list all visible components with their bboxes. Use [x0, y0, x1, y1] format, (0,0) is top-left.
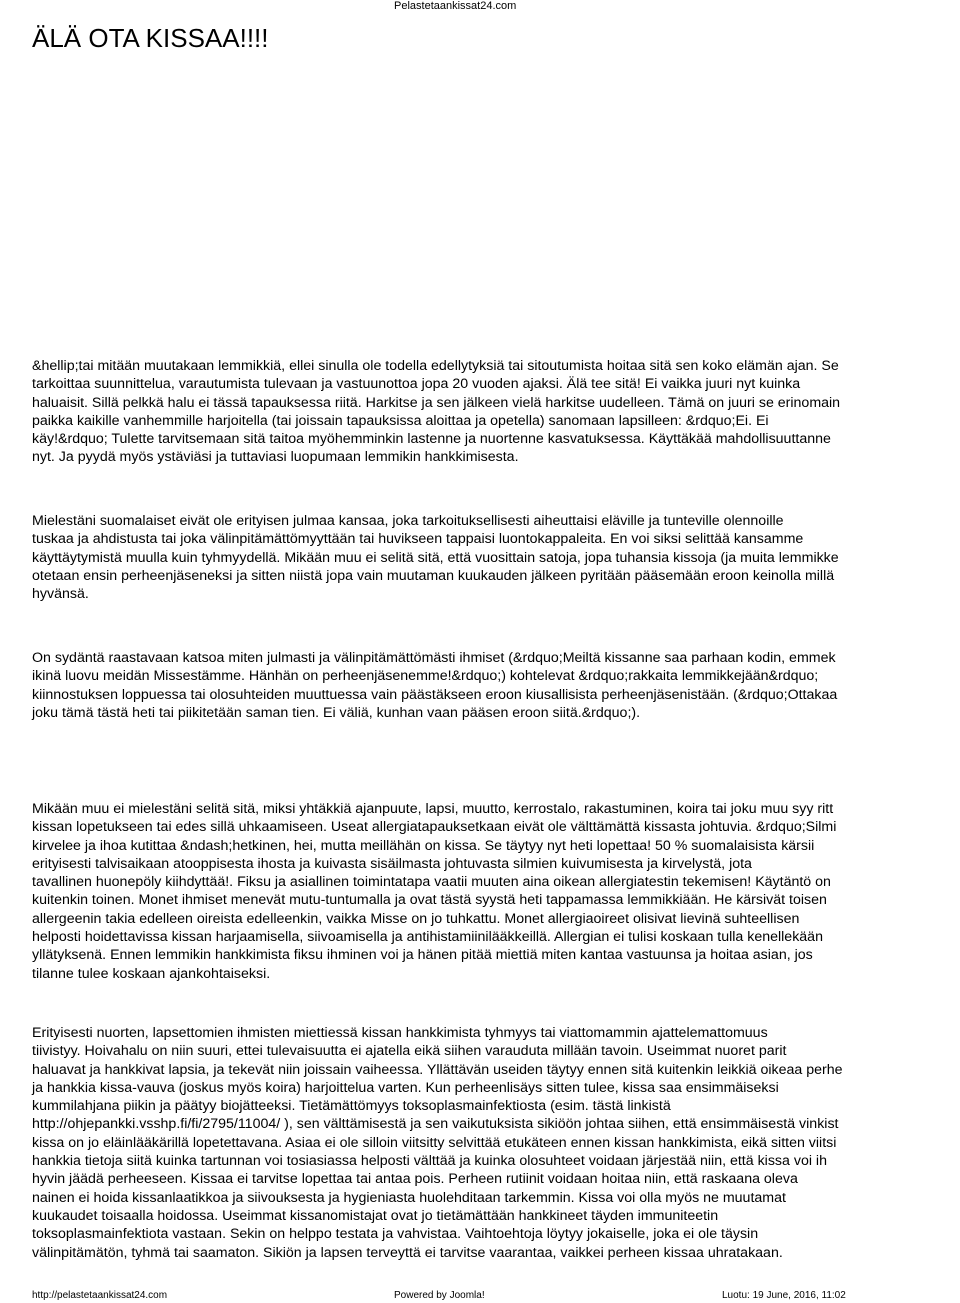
- paragraph-line: Erityisesti nuorten, lapsettomien ihmisten miettiessä kissan hankkimista tyhmyys tai viattomammin ajattelemattomuus: [32, 1025, 768, 1041]
- paragraph-line: tarkoittaa suunnittelua, varautumista tulevaan ja vastuunottoa jopa 20 vuoden ajaksi. Älä tee sitä! Ei vaikka juuri nyt kuinka: [32, 376, 801, 393]
- paragraph-line: kissan lopetukseen tai edes sillä uhkaamiseen. Useat allergiatapauksetkaan eivät ole välttämättä kissasta johtuvia. &rdquo;Silmi: [32, 819, 837, 836]
- paragraph-line: helposti hoidettavissa kissan harjaamisella, siivoamisella ja antihistamiinilääkkeillä. Allergian ei tulisi koskaan tulla kenellekään: [32, 929, 823, 946]
- paragraph-line: tuskaa ja ahdistusta tai joka välinpitämättömyyttään tai huvikseen tappaisi luontokappaleita. En voi siksi selittää kansamme: [32, 531, 804, 548]
- paragraph-line: On sydäntä raastavaan katsoa miten julmasti ja välinpitämättömästi ihmiset (&rdquo;Meiltä kissanne saa parhaan kodin, emmek: [32, 650, 836, 666]
- paragraph: [32, 800, 960, 983]
- paragraph-line: haluavat ja hankkivat lapsia, ja tekevät niin joissain vaiheessa. Yllättävän useiden täytyy ennen sitä kuitenkin leikkiä oikeaa perhe: [32, 1061, 843, 1078]
- paragraph-line: kuitenkin toinen. Monet ihmiset menevät mutu-tuntumalla ja ovat tästä syystä heti tappamassa lemmikkiään. He kärsivät toisen: [32, 892, 827, 909]
- paragraph-line: välinpitämätön, tyhmä tai saamaton. Sikiön ja lapsen terveyttä ei tarvitse vaarantaa, vaikkei perheen kissaa uhratakaan.: [32, 1244, 783, 1261]
- paragraph-line: kissa on jo eläinlääkärillä lopetettavana. Asiaa ei ole silloin viitsitty selvittää etukäteen ennen kissan hankkimista, eikä sitten viitsi: [32, 1134, 837, 1151]
- paragraph-line: yllätyksenä. Ennen lemmikin hankkimista fiksu ihminen voi ja hänen pitää miettiä miten kantaa vastuunsa ja hoitaa asian, jos: [32, 947, 813, 964]
- paragraph-line: nyt. Ja pyydä myös ystäviäsi ja tuttaviasi luopumaan lemmikin hankkimisesta.: [32, 449, 519, 466]
- paragraph-line: toksoplasmainfektiota vastaan. Sekin on helppo testata ja vahvistaa. Vaihtoehtoja löytyy jokaiselle, joka ei ole täysin: [32, 1226, 759, 1243]
- page-title: ÄLÄ OTA KISSAA!!!!: [32, 23, 269, 53]
- paragraph-line: kirvelee ja ihoa kutittaa &ndash;hetkinen, hei, mutta meillähän on kissa. Se täytyy nyt heti lopettaa! 50 % suomalaisista kärsii: [32, 837, 815, 854]
- paragraph: [32, 649, 960, 722]
- paragraph-line: hyvänsä.: [32, 586, 89, 603]
- paragraph-line: http://ohjepankki.vsshp.fi/fi/2795/11004/ ), sen välttämisestä ja sen vaikutuksista sikiöön johtaa siihen, että ensimmäisestä vinkist: [32, 1116, 839, 1133]
- site-header: Pelastetaankissat24.com: [394, 0, 517, 12]
- paragraph-line: erityisesti talvisaikaan atooppisesta ihosta ja kuivasta sisäilmasta johtuvasta silmien kuivumisesta ja kirvelystä, jota: [32, 855, 752, 872]
- paragraph-line: käyttäytymistä muulla kuin tyhmyydellä. Mikään muu ei selitä sitä, että vuosittain satoja, jopa tuhansia kissoja (ja muita lemmikke: [32, 549, 839, 566]
- paragraph-line: Mikään muu ei mielestäni selitä sitä, miksi yhtäkkiä ajanpuute, lapsi, muutto, kerrostalo, rakastuminen, koira tai joku muu syy ritt: [32, 801, 834, 817]
- paragraph-line: haluaisit. Sillä pelkkä halu ei tässä tapauksessa riitä. Harkitse ja sen jälkeen vielä harkitse uudelleen. Tämä on juuri se erinomain: [32, 394, 841, 411]
- paragraph-line: kuukaudet toisaalla hoidossa. Useimmat kissanomistajat ovat jo tietämättään hankkineet täyden immuniteetin: [32, 1207, 719, 1224]
- paragraph-line: hyvin jäädä perheeseen. Kissaa ei tarvitse lopettaa tai antaa pois. Perheen rutiinit voidaan hoitaa niin, että raskaana oleva: [32, 1171, 798, 1188]
- footer-url: http://pelastetaankissat24.com: [32, 1290, 168, 1301]
- paragraph-line: käy!&rdquo; Tulette tarvitsemaan sitä taitoa myöhemminkin lastenne ja nuortenne kasvatuksessa. Käyttäkää mahdollisuuttanne: [32, 431, 831, 448]
- paragraph-line: nainen ei hoida kissanlaatikkoa ja siivouksesta ja hygieniasta huolehditaan tarkemmin. Kissa voi olla myös ne muutamat: [32, 1189, 786, 1206]
- paragraph-line: paikka kaikille vanhemmille harjoitella (tai joissain tapauksissa aloittaa ja opetella) sanomaan lapsilleen: &rdquo;Ei. Ei: [32, 412, 769, 429]
- footer-created: Luotu: 19 June, 2016, 11:02: [722, 1290, 846, 1301]
- footer-powered: Powered by Joomla!: [394, 1290, 485, 1301]
- paragraph-line: &hellip;tai mitään muutakaan lemmikkiä, ellei sinulla ole todella edellytyksiä tai sitoutumista hoitaa sitä sen koko elämän ajan. Se: [32, 358, 839, 374]
- paragraph-line: tavallinen huonepöly kiihdyttää!. Fiksu ja asiallinen toimintatapa vaatii muuten aina oikean allergiatestin tekemisen! Käytäntö on: [32, 874, 831, 891]
- paragraph-line: kummilahjana piikin ja päätyy biojätteeksi. Tietämättömyys toksoplasmainfektiosta (esim. tästä linkistä: [32, 1098, 671, 1115]
- paragraph: [32, 357, 960, 467]
- paragraph: [32, 1024, 960, 1262]
- paragraph-line: Mielestäni suomalaiset eivät ole erityisen julmaa kansaa, joka tarkoituksellisesti aiheuttaisi eläville ja tunteville olennoille: [32, 513, 784, 529]
- paragraph-line: joku tämä tästä heti tai piikitetään saman tien. Ei väliä, kunhan vaan pääsen eroon siitä.&rdquo;).: [32, 704, 641, 721]
- paragraph-line: kiinnostuksen loppuessa tai olosuhteiden muuttuessa vain päästäkseen eroon kiusallisista perheenjäsenistään. (&rdquo;Ottakaa: [32, 686, 838, 703]
- paragraph-line: tilanne tulee koskaan ajankohtaiseksi.: [32, 965, 271, 982]
- paragraph: [32, 512, 960, 603]
- paragraph-line: tiivistyy. Hoivahalu on niin suuri, ettei tulevaisuutta ei ajatella eikä siihen varauduta millään tavoin. Useimmat nuoret parit: [32, 1043, 787, 1060]
- paragraph-line: allergeenin takia edelleen oireista edelleenkin, vaikka Misse on jo tuhkattu. Monet allergiaoireet olisivat lievinä suhteellisen: [32, 910, 800, 927]
- paragraph-line: ikinä luovu meidän Missestämme. Hänhän on perheenjäsenemme!&rdquo;) kohtelevat &rdquo;rakkaita lemmikkejään&rdquo;: [32, 668, 819, 685]
- paragraph-line: hankkia tietoja siitä kuinka tartunnan voi tosiasiassa helposti välttää ja kuinka olosuhteet voidaan järjestää niin, että kissa voi ih: [32, 1153, 827, 1170]
- paragraph-line: otetaan ensin perheenjäseneksi ja sitten niistä jopa vain muutaman kuukauden jälkeen pyritään pääsemään eroon keinolla millä: [32, 567, 835, 584]
- paragraph-line: ja hankkia kissa-vauva (joskus myös koira) harjoittelua varten. Kun perheenlisäys sitten tulee, kissa saa ensimmäiseksi: [32, 1079, 779, 1096]
